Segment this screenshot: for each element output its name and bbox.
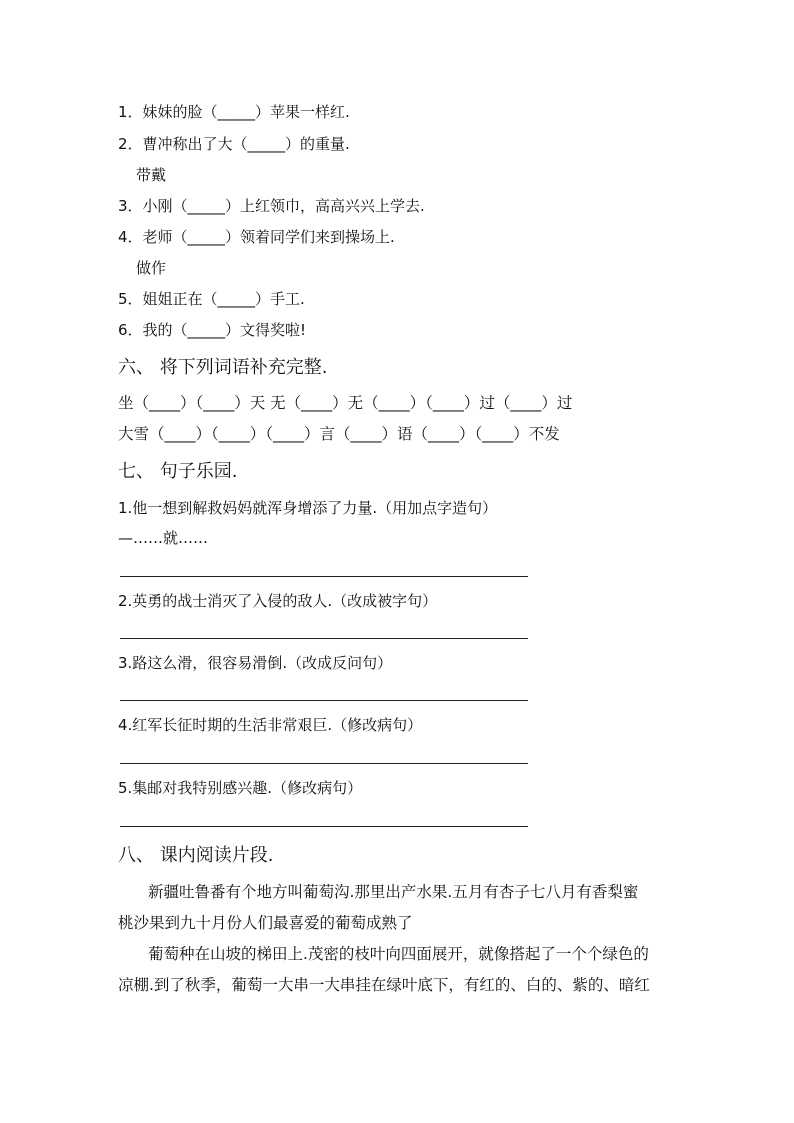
word-pair-dai: 带戴	[136, 166, 167, 184]
idiom-row-2: 大雪（____）（____）（____）言（____）语（____）（____）不发	[118, 425, 560, 443]
section-8-heading: 八、 课内阅读片段.	[118, 845, 274, 866]
section-7-heading: 七、 句子乐园.	[118, 461, 238, 482]
word-pair-zuo: 做作	[136, 259, 167, 277]
sentence-q2: 2.英勇的战士消灭了入侵的敌人.（改成被字句）	[118, 592, 438, 610]
reading-p2-line2: 凉棚.到了秋季，葡萄一大串一大串挂在绿叶底下，有红的、白的、紫的、暗红	[118, 976, 650, 994]
sentence-q3: 3.路这么滑，很容易滑倒.（改成反问句）	[118, 654, 393, 672]
fill-in-q4: 4．老师（_____）领着同学们来到操场上.	[118, 228, 395, 246]
reading-p1-line2: 桃沙果到九十月份人们最喜爱的葡萄成熟了	[118, 914, 413, 932]
fill-in-q1: 1．妹妹的脸（_____）苹果一样红.	[118, 103, 350, 121]
reading-p1-line1: 新疆吐鲁番有个地方叫葡萄沟.那里出产水果.五月有杏子七八月有香梨蜜	[148, 883, 639, 901]
answer-line-2[interactable]	[120, 638, 528, 639]
sentence-q5: 5.集邮对我特别感兴趣.（修改病句）	[118, 779, 363, 797]
idiom-row-1: 坐（____）（____）天 无（____）无（____）（____）过（____）过	[118, 394, 573, 412]
answer-line-1[interactable]	[120, 576, 528, 577]
fill-in-q5: 5．姐姐正在（_____）手工.	[118, 290, 305, 308]
answer-line-4[interactable]	[120, 763, 528, 764]
sentence-q1: 1.他一想到解救妈妈就浑身增添了力量.（用加点字造句）	[118, 499, 498, 517]
reading-p2-line1: 葡萄种在山坡的梯田上.茂密的枝叶向四面展开，就像搭起了一个个绿色的	[148, 945, 649, 963]
section-6-heading: 六、 将下列词语补充完整.	[118, 357, 328, 378]
answer-line-3[interactable]	[120, 700, 528, 701]
answer-line-5[interactable]	[120, 826, 528, 827]
sentence-q4: 4.红军长征时期的生活非常艰巨.（修改病句）	[118, 716, 423, 734]
sentence-q1-hint: —……就……	[118, 529, 209, 547]
fill-in-q2: 2．曹冲称出了大（_____）的重量.	[118, 135, 350, 153]
fill-in-q6: 6．我的（_____）文得奖啦!	[118, 321, 307, 339]
fill-in-q3: 3．小刚（_____）上红领巾，高高兴兴上学去.	[118, 197, 425, 215]
